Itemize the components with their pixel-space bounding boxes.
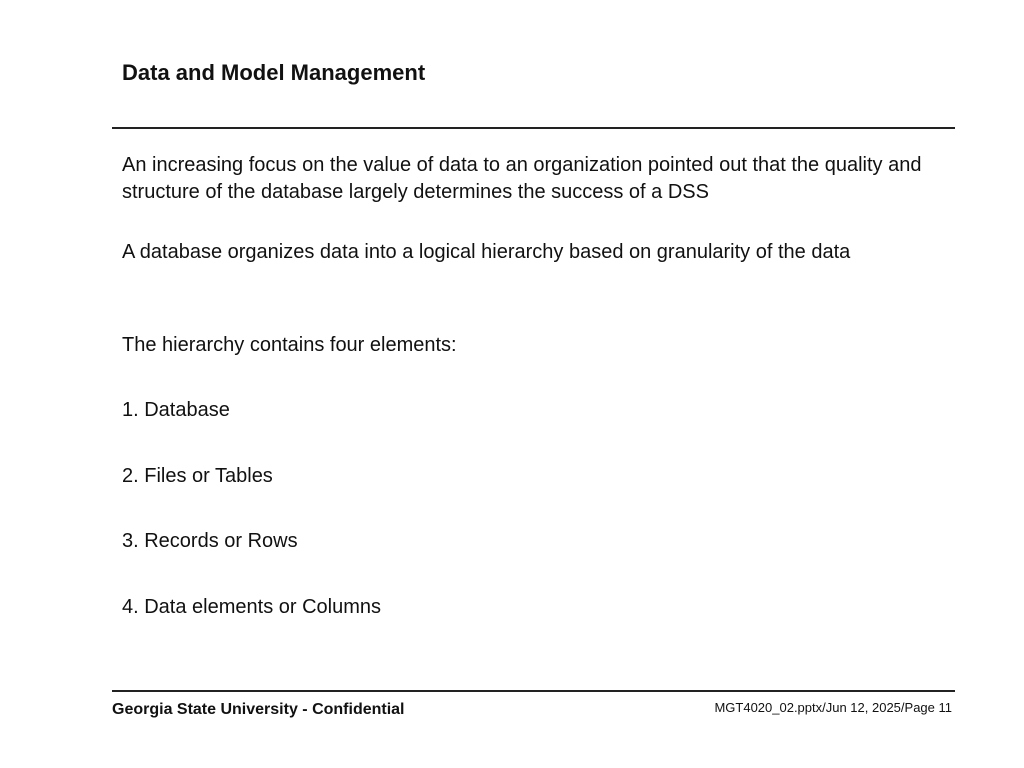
paragraph-data-focus: An increasing focus on the value of data to an organization pointed out that the quality and structure of the database largely determines the success of a DSS bbox=[122, 154, 922, 203]
title-divider bbox=[112, 127, 955, 129]
paragraph-database-hierarchy: A database organizes data into a logical hierarchy based on granularity of the data bbox=[122, 241, 851, 263]
footer-organization: Georgia State University - Confidential bbox=[112, 701, 405, 718]
paragraph-hierarchy-intro: The hierarchy contains four elements: bbox=[122, 334, 457, 356]
footer-page-info: MGT4020_02.pptx/Jun 12, 2025/Page 11 bbox=[714, 700, 952, 715]
list-item-database: 1. Database bbox=[122, 399, 230, 421]
list-item-data-elements-columns: 4. Data elements or Columns bbox=[122, 596, 382, 618]
list-item-records-rows: 3. Records or Rows bbox=[122, 530, 298, 552]
list-item-files-tables: 2. Files or Tables bbox=[122, 465, 273, 487]
footer-divider bbox=[112, 690, 955, 692]
slide-title: Data and Model Management bbox=[122, 60, 426, 85]
